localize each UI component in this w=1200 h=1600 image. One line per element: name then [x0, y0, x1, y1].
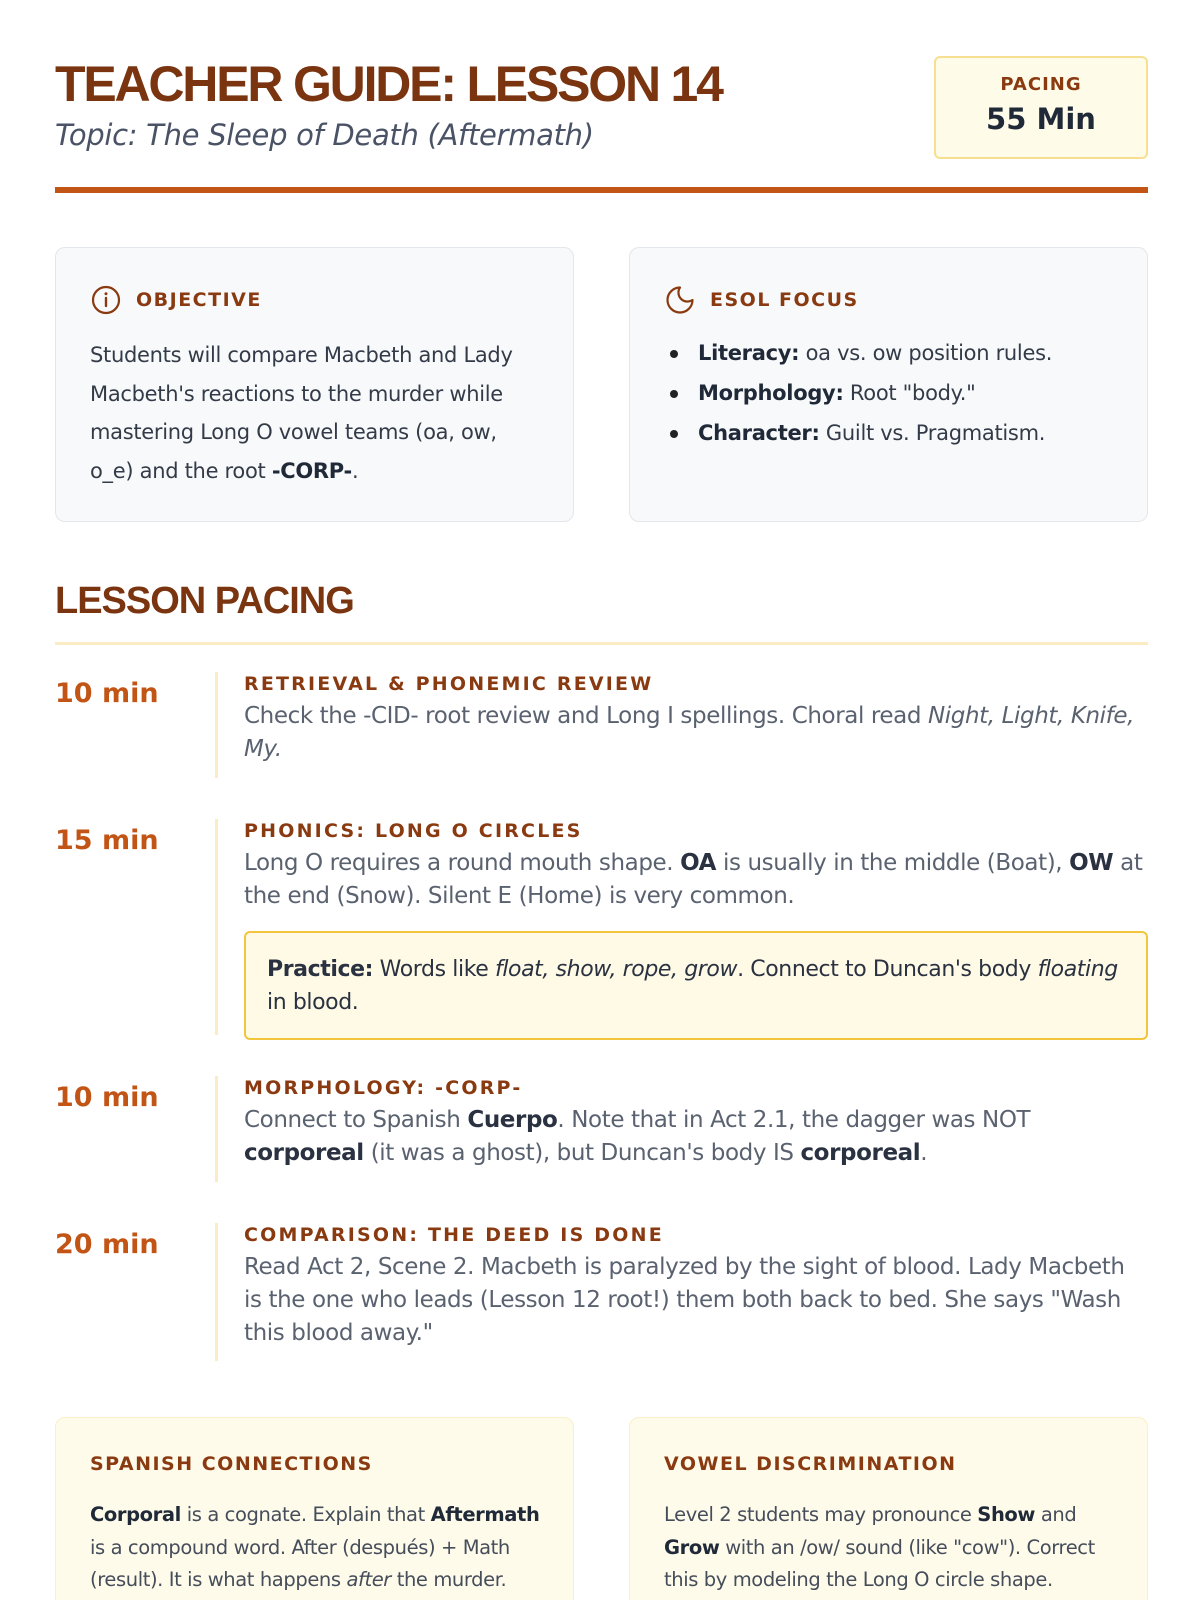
step-title: COMPARISON: THE DEED IS DONE — [244, 1224, 664, 1246]
spanish-connections-card — [55, 1417, 574, 1600]
info-circle-icon — [90, 284, 122, 316]
step-content — [244, 819, 1148, 1040]
page-subtitle: Topic: The Sleep of Death (Aftermath) — [55, 118, 594, 152]
section-title: LESSON PACING — [55, 580, 354, 622]
step-duration: 10 min — [55, 1082, 159, 1113]
esol-focus-header — [664, 284, 859, 316]
vowel-discrimination-card — [629, 1417, 1148, 1600]
step-description: Check the -CID- root review and Long I spellings. Choral read Night, Light, Knife, My. — [244, 703, 1135, 762]
esol-focus-heading: ESOL FOCUS — [710, 289, 859, 311]
section-divider — [55, 642, 1148, 645]
list-item: Literacy: oa vs. ow position rules. — [664, 333, 1124, 373]
spanish-connections-text: Corporal is a cognate. Explain that Aftermath is a compound word. After (después) + Math (result). It is what happens after the murder. — [90, 1503, 540, 1591]
step-duration: 15 min — [55, 825, 159, 856]
step-timeline-bar — [215, 672, 218, 778]
objective-card — [55, 247, 574, 522]
pacing-step — [55, 672, 1148, 778]
vowel-discrimination-text: Level 2 students may pronounce Show and Grow with an /ow/ sound (like "cow"). Correct this by modeling the Long O circle shape. — [664, 1503, 1095, 1591]
esol-focus-card — [629, 247, 1148, 522]
list-item: Character: Guilt vs. Pragmatism. — [664, 413, 1124, 453]
objective-header — [90, 284, 262, 316]
step-description: Long O requires a round mouth shape. OA is usually in the middle (Boat), OW at the end (Snow). Silent E (Home) is very common. — [244, 850, 1143, 909]
teacher-guide-page — [55, 0, 1148, 1600]
pacing-step — [55, 819, 1148, 1035]
pacing-badge — [934, 56, 1148, 159]
esol-focus-list — [664, 333, 1124, 453]
step-timeline-bar — [215, 1076, 218, 1182]
step-description: Read Act 2, Scene 2. Macbeth is paralyzed by the sight of blood. Lady Macbeth is the one who leads (Lesson 12 root!) them both back to bed. She says "Wash this blood away." — [244, 1254, 1125, 1346]
step-title: MORPHOLOGY: -CORP- — [244, 1077, 523, 1099]
page-title: TEACHER GUIDE: LESSON 14 — [55, 56, 722, 112]
objective-heading: OBJECTIVE — [136, 289, 262, 311]
header-divider — [55, 187, 1148, 193]
step-timeline-bar — [215, 819, 218, 1035]
step-title: RETRIEVAL & PHONEMIC REVIEW — [244, 673, 654, 695]
spanish-connections-heading: SPANISH CONNECTIONS — [90, 1453, 373, 1475]
step-content — [244, 1076, 1148, 1170]
step-content — [244, 672, 1148, 766]
step-content — [244, 1223, 1148, 1350]
vowel-discrimination-heading: VOWEL DISCRIMINATION — [664, 1453, 957, 1475]
objective-text: Students will compare Macbeth and Lady Macbeth's reactions to the murder while mastering Long O vowel teams (oa, ow, o_e) and the root -CORP-. — [90, 343, 513, 483]
step-duration: 20 min — [55, 1229, 159, 1260]
moon-icon — [664, 284, 696, 316]
pacing-step — [55, 1223, 1148, 1361]
list-item: Morphology: Root "body." — [664, 373, 1124, 413]
step-duration: 10 min — [55, 678, 159, 709]
pacing-label: PACING — [1000, 74, 1082, 95]
pacing-value: 55 Min — [986, 102, 1096, 136]
step-description: Connect to Spanish Cuerpo. Note that in Act 2.1, the dagger was NOT corporeal (it was a ghost), but Duncan's body IS corporeal. — [244, 1107, 1031, 1166]
step-title: PHONICS: LONG O CIRCLES — [244, 820, 583, 842]
pacing-step — [55, 1076, 1148, 1182]
step-timeline-bar — [215, 1223, 218, 1361]
practice-callout: Practice: Words like float, show, rope, grow. Connect to Duncan's body floating in blood. — [244, 931, 1148, 1040]
